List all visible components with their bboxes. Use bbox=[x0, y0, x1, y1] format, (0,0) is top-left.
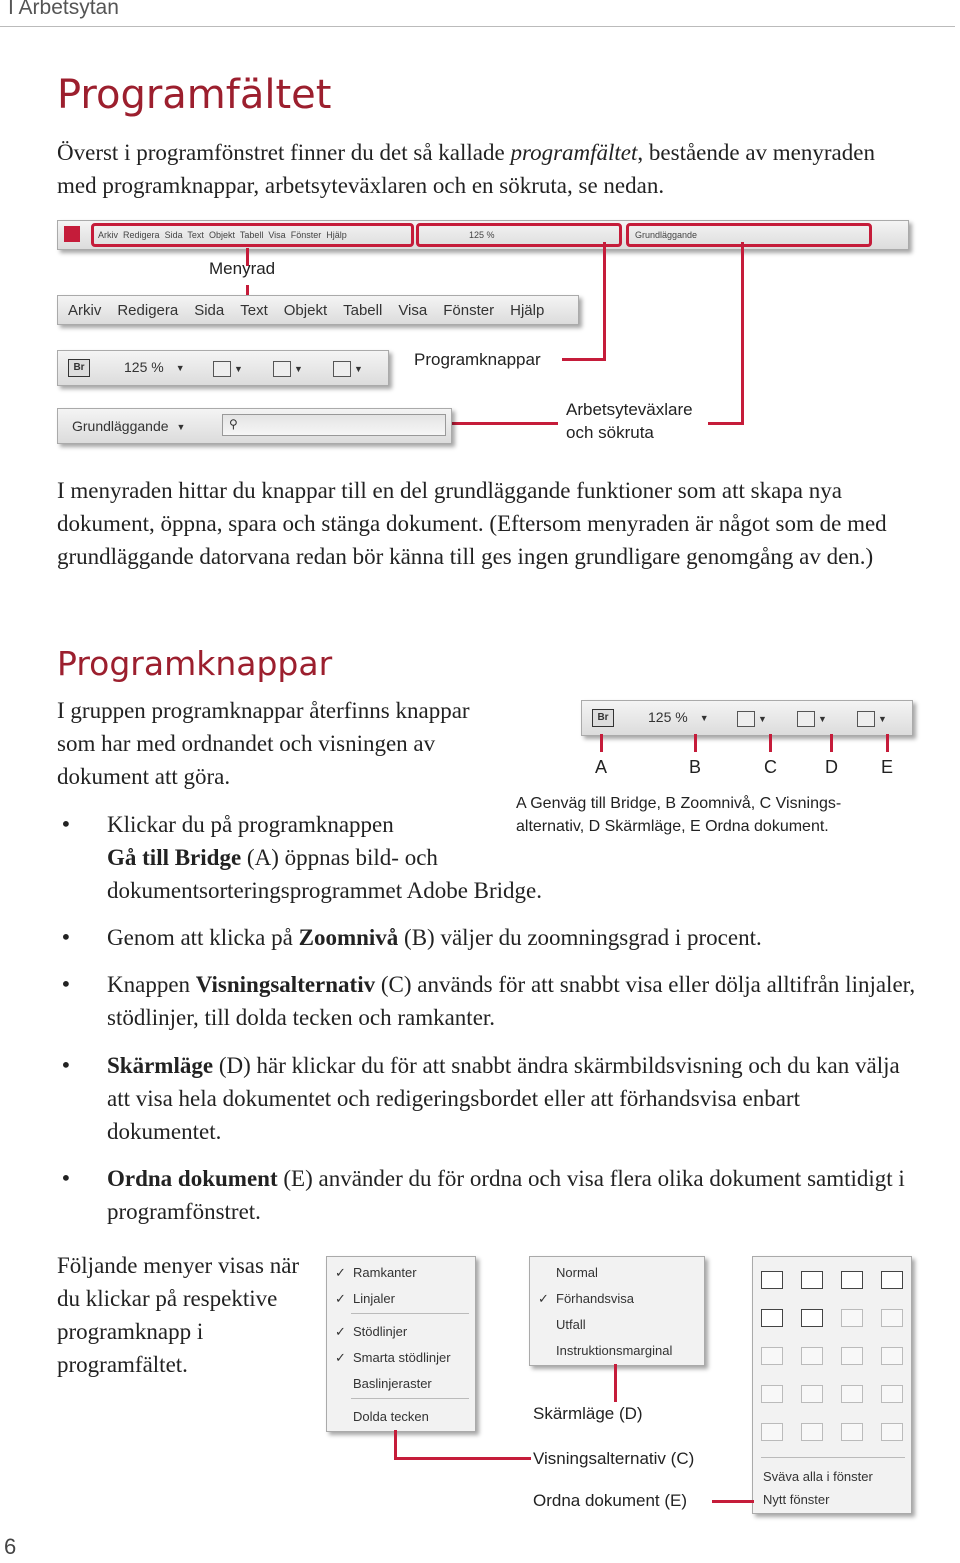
view-options-icon bbox=[213, 361, 231, 377]
marker-d: D bbox=[825, 757, 838, 777]
bridge-button[interactable]: Br bbox=[592, 709, 614, 727]
bullet-text: (C) används för att snabbt visa eller dölja alltifrån linjaler, stödlinjer, till dolda tecken och ramkanter. bbox=[107, 972, 916, 1030]
figure-caption-line1: A Genväg till Bridge, B Zoomnivå, C Visnings- bbox=[516, 795, 842, 812]
arrange-documents-button[interactable] bbox=[333, 360, 363, 377]
bullet-text: (A) öppnas bild- och dokumentsorteringsprogrammet Adobe Bridge. bbox=[107, 845, 543, 903]
bullet-bold: Skärmläge bbox=[107, 1053, 214, 1078]
layout-option-icon bbox=[841, 1385, 863, 1403]
workspace-bar-enlarged bbox=[57, 408, 452, 444]
callout-arbetsyte-line1: Arbetsyteväxlare bbox=[566, 400, 693, 419]
layout-option-icon bbox=[881, 1309, 903, 1327]
chevron-down-icon: ▼ bbox=[354, 364, 363, 375]
layout-option-icon bbox=[881, 1385, 903, 1403]
layout-option-icon bbox=[761, 1347, 783, 1365]
bridge-button[interactable]: Br bbox=[68, 359, 90, 377]
arrange-documents-icon bbox=[857, 711, 875, 727]
marker-line-c bbox=[769, 734, 772, 752]
menu-item-ramkanter[interactable]: Ramkanter bbox=[353, 1265, 417, 1280]
subheading-programknappar: Programknappar bbox=[57, 644, 333, 683]
callout-line bbox=[708, 422, 744, 425]
zoom-value: 125 % bbox=[124, 359, 164, 375]
menu-preview: Sida bbox=[164, 230, 183, 240]
chevron-down-icon: ▼ bbox=[699, 713, 709, 724]
layout-option-icon bbox=[801, 1347, 823, 1365]
bullet-dot: • bbox=[60, 925, 72, 949]
zoom-level-select[interactable] bbox=[648, 709, 709, 725]
workspace-highlight bbox=[626, 223, 872, 247]
intro-text-1: Överst i programfönstret finner du det så kallade bbox=[57, 140, 511, 165]
bullet-text: Klickar du på programknappen bbox=[107, 812, 394, 837]
view-options-icon bbox=[737, 711, 755, 727]
callout-line bbox=[562, 358, 606, 361]
layout-two-up-horizontal-icon[interactable] bbox=[801, 1309, 823, 1327]
chevron-down-icon: ▼ bbox=[176, 422, 186, 433]
callout-line bbox=[452, 422, 558, 425]
layout-two-up-vertical-icon[interactable] bbox=[761, 1309, 783, 1327]
layout-option-icon bbox=[761, 1423, 783, 1441]
bullet-bridge bbox=[107, 808, 607, 907]
menu-preview: Tabell bbox=[239, 230, 264, 240]
menu-item-normal[interactable]: Normal bbox=[556, 1265, 598, 1280]
bullet-text: (D) här klickar du för att snabbt ändra skärmbildsvisning och du kan välja att visa hela dokumentet och redigeringsbordet eller att förhandsvisa enbart dokumentet. bbox=[107, 1053, 900, 1144]
app-icon bbox=[64, 226, 80, 242]
menu-preview: Redigera bbox=[123, 230, 160, 240]
marker-line-e bbox=[886, 734, 889, 752]
screen-mode-icon bbox=[273, 361, 291, 377]
menu-tabell[interactable]: Tabell bbox=[343, 302, 383, 319]
chapter-header: I Arbetsytan bbox=[8, 0, 119, 19]
menu-item-dolda-tecken[interactable]: Dolda tecken bbox=[353, 1409, 429, 1424]
chevron-down-icon: ▼ bbox=[758, 714, 767, 725]
marker-line-b bbox=[694, 734, 697, 752]
menu-preview: Text bbox=[187, 230, 204, 240]
bullet-bold: Ordna dokument bbox=[107, 1166, 278, 1191]
menu-separator bbox=[761, 1457, 905, 1458]
callout-visningsalternativ: Visningsalternativ (C) bbox=[533, 1449, 695, 1468]
arrange-documents-button[interactable] bbox=[857, 710, 887, 727]
menu-item-stodlinjer[interactable]: Stödlinjer bbox=[353, 1324, 408, 1339]
intro-text-2: , bestående av menyraden med programknappar, arbetsyteväxlaren och en sökruta, se nedan. bbox=[57, 140, 875, 198]
menu-preview: Objekt bbox=[208, 230, 235, 240]
arrange-documents-menu bbox=[752, 1256, 912, 1514]
layout-option-icon bbox=[881, 1423, 903, 1441]
menu-arkiv[interactable]: Arkiv bbox=[68, 302, 102, 319]
paragraph-menyrad: I menyraden hittar du knappar till en del grundläggande funktioner som att skapa nya dokument, öppna, spara och stänga dokument. (Eftersom menyraden är något som de med grundläggande datorvana redan bör känna till ges ingen grundligare genomgång av den.) bbox=[57, 478, 887, 569]
menu-objekt[interactable]: Objekt bbox=[283, 302, 328, 319]
bullet-skarm bbox=[107, 1049, 917, 1148]
menu-hjalp[interactable]: Hjälp bbox=[510, 302, 545, 319]
menu-separator bbox=[351, 1398, 469, 1399]
menu-fonster[interactable]: Fönster bbox=[443, 302, 495, 319]
callout-skarmlage: Skärmläge (D) bbox=[533, 1404, 643, 1423]
layout-grid-icon[interactable] bbox=[801, 1271, 823, 1289]
menu-preview: Visa bbox=[268, 230, 286, 240]
intro-italic: programfältet bbox=[510, 140, 638, 165]
menu-redigera[interactable]: Redigera bbox=[117, 302, 179, 319]
section-title: Programfältet bbox=[57, 72, 332, 118]
workspace-preview: Grundläggande bbox=[635, 230, 698, 240]
screen-mode-icon bbox=[797, 711, 815, 727]
marker-a: A bbox=[595, 757, 608, 777]
page-number: 6 bbox=[4, 1534, 17, 1559]
bullet-dot: • bbox=[60, 1053, 72, 1077]
callout-arbetsyte-line2: och sökruta bbox=[566, 423, 654, 442]
callout-line bbox=[741, 242, 744, 425]
bullet-visning bbox=[107, 968, 917, 1034]
callout-line bbox=[394, 1430, 397, 1459]
header-rule bbox=[0, 26, 955, 27]
bullet-dot: • bbox=[60, 972, 72, 996]
menu-preview: Arkiv bbox=[98, 230, 118, 240]
menu-text[interactable]: Text bbox=[240, 302, 268, 319]
callout-line bbox=[712, 1500, 754, 1503]
marker-e: E bbox=[881, 757, 894, 777]
layout-option-icon bbox=[801, 1423, 823, 1441]
chevron-down-icon: ▼ bbox=[175, 363, 185, 374]
layout-option-icon bbox=[841, 1423, 863, 1441]
app-buttons-enlarged bbox=[57, 350, 389, 386]
bullet-dot: • bbox=[60, 812, 72, 836]
bullet-text: Knappen bbox=[107, 972, 196, 997]
layout-single-icon[interactable] bbox=[761, 1271, 783, 1289]
workspace-switcher[interactable] bbox=[72, 418, 185, 434]
check-icon: ✓ bbox=[538, 1291, 549, 1306]
callout-line bbox=[394, 1457, 531, 1460]
chevron-down-icon: ▼ bbox=[234, 364, 243, 375]
menu-item-smarta-stodlinjer[interactable]: Smarta stödlinjer bbox=[353, 1350, 451, 1365]
chevron-down-icon: ▼ bbox=[294, 364, 303, 375]
layout-rows-icon[interactable] bbox=[881, 1271, 903, 1289]
arrange-documents-icon bbox=[333, 361, 351, 377]
check-icon: ✓ bbox=[335, 1324, 346, 1339]
layout-option-icon bbox=[881, 1347, 903, 1365]
paragraph-programknappar: I gruppen programknappar återfinns knappar som har med ordnandet och visningen av dokument att göra. bbox=[57, 698, 470, 789]
callout-line bbox=[614, 1364, 617, 1402]
screen-mode-button[interactable] bbox=[273, 360, 303, 377]
menu-preview: Hjälp bbox=[326, 230, 347, 240]
bullet-text: (E) använder du för ordna och visa flera olika dokument samtidigt i programfönstret. bbox=[107, 1166, 905, 1224]
menu-separator bbox=[351, 1313, 469, 1314]
intro-paragraph bbox=[57, 136, 897, 202]
menu-item-nytt-fonster[interactable]: Nytt fönster bbox=[763, 1492, 830, 1507]
layout-option-icon bbox=[841, 1347, 863, 1365]
check-icon: ✓ bbox=[335, 1350, 346, 1365]
menu-preview: Fönster bbox=[290, 230, 322, 240]
bullet-bold: Visningsalternativ bbox=[195, 972, 376, 997]
zoom-level-select[interactable] bbox=[124, 359, 185, 375]
menu-sida[interactable]: Sida bbox=[194, 302, 225, 319]
callout-menyrad: Menyrad bbox=[209, 259, 276, 278]
screen-mode-menu bbox=[529, 1256, 705, 1366]
menu-item-linjaler[interactable]: Linjaler bbox=[353, 1291, 395, 1306]
view-options-menu bbox=[326, 1256, 476, 1432]
menu-item-instruktionsmarginal[interactable]: Instruktionsmarginal bbox=[556, 1343, 673, 1358]
search-input[interactable] bbox=[222, 414, 446, 436]
layout-columns-icon[interactable] bbox=[841, 1271, 863, 1289]
callout-line bbox=[603, 242, 606, 360]
app-buttons-figure bbox=[581, 700, 913, 736]
menubar-highlight bbox=[91, 223, 414, 247]
view-options-button[interactable] bbox=[737, 710, 767, 727]
menu-bar-enlarged bbox=[57, 295, 579, 325]
check-icon: ✓ bbox=[335, 1291, 346, 1306]
program-bar bbox=[57, 220, 909, 250]
appbuttons-highlight bbox=[416, 223, 622, 247]
callout-ordna: Ordna dokument (E) bbox=[533, 1491, 688, 1510]
bullet-bold: Gå till Bridge bbox=[107, 845, 242, 870]
zoom-value: 125 % bbox=[648, 709, 688, 725]
bullet-text: (B) väljer du zoomningsgrad i procent. bbox=[398, 925, 762, 950]
view-options-button[interactable] bbox=[213, 360, 243, 377]
bullet-zoom bbox=[107, 921, 917, 954]
callout-arbetsyte bbox=[566, 398, 693, 444]
menu-item-utfall[interactable]: Utfall bbox=[556, 1317, 586, 1332]
workspace-value: Grundläggande bbox=[72, 418, 169, 434]
figure-caption-line2: alternativ, D Skärmläge, E Ordna dokument. bbox=[516, 818, 829, 835]
marker-line-a bbox=[600, 734, 603, 752]
check-icon: ✓ bbox=[335, 1265, 346, 1280]
chevron-down-icon: ▼ bbox=[818, 714, 827, 725]
zoom-preview: 125 % bbox=[469, 230, 495, 240]
menu-item-svava-alla[interactable]: Sväva alla i fönster bbox=[763, 1469, 873, 1484]
bullet-text: Genom att klicka på bbox=[107, 925, 299, 950]
marker-b: B bbox=[689, 757, 702, 777]
marker-line-d bbox=[830, 734, 833, 752]
chevron-down-icon: ▼ bbox=[878, 714, 887, 725]
marker-c: C bbox=[764, 757, 777, 777]
callout-programknappar: Programknappar bbox=[414, 350, 541, 369]
bullet-dot: • bbox=[60, 1166, 72, 1190]
menu-item-baslinjeraster[interactable]: Baslinjeraster bbox=[353, 1376, 432, 1391]
layout-option-icon bbox=[841, 1309, 863, 1327]
menu-visa[interactable]: Visa bbox=[398, 302, 428, 319]
layout-option-icon bbox=[761, 1385, 783, 1403]
search-icon: ⚲ bbox=[229, 417, 238, 431]
paragraph-menus: Följande menyer visas när du klickar på respektive programknapp i programfältet. bbox=[57, 1253, 300, 1377]
layout-option-icon bbox=[801, 1385, 823, 1403]
bullet-bold: Zoomnivå bbox=[298, 925, 399, 950]
screen-mode-button[interactable] bbox=[797, 710, 827, 727]
bullet-ordna bbox=[107, 1162, 917, 1228]
menu-item-forhandsvisa[interactable]: Förhandsvisa bbox=[556, 1291, 635, 1306]
